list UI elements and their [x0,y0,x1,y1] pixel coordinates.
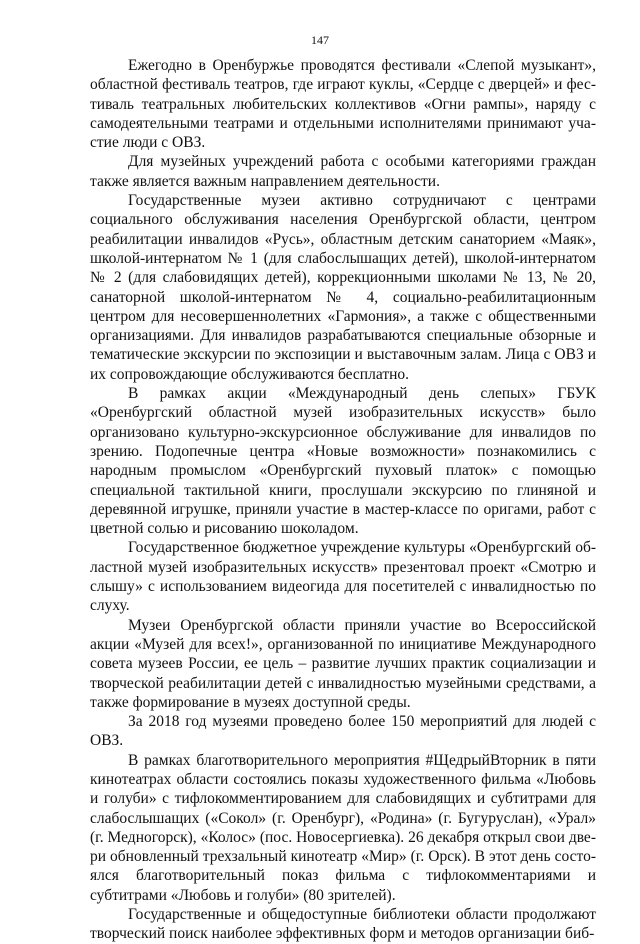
paragraph-festivals: Ежегодно в Оренбуржье проводятся фестивали «Слепой музыкант», областной фестиваль театров, где играют куклы, «Сердце с дверцей» и фестиваль театральных любительских коллективов «Огни рампы», наряду с самодеятельными театрами и отдельными исполнителями принимают участие люди с ОВЗ. [90,57,596,152]
paragraph-museum-work: Для музейных учреждений работа с особыми категориями граждан также является важным направлением деятельности. [90,153,596,190]
paragraph-events-count: За 2018 год музеями проведено более 150 мероприятий для людей с ОВЗ. [90,713,596,750]
page-number: 147 [311,33,329,47]
document-body [90,56,596,944]
paragraph-video-guide: Государственное бюджетное учреждение культуры «Оренбургский областной музей изобразительных искусств» презентовал проект «Смотрю и слышу» с использованием видеогида для посетителей с инвалидностью по слуху. [90,539,596,615]
paragraph-blind-day: В рамках акции «Международный день слепых» ГБУК «Оренбургский областной музей изобразительных искусств» было организовано культурно-экскурсионное обслуживание для инвалидов по зрению. Подопечные центра «Новые возможности» познакомились с народным промыслом «Оренбургский пуховый платок» с помощью специальной тактильной книги, прослушали экскурсию по глиняной и деревянной игрушке, приняли участие в мастер-классе по оригами, работ с цветной солью и рисованию шоколадом. [90,385,596,538]
paragraph-state-museums: Государственные музеи активно сотрудничают с центрами социального обслуживания населения Оренбургской области, центром реабилитации инвалидов «Русь», областным детским санаторием «Маяк», школой-интернатом № 1 (для слабослышащих детей), школой-интернатом № 2 (для слабовидящих детей), коррекционными школами № 13, № 20, санаторной школой-интернатом № 4, социально-реабилитационным центром для несовершеннолетних «Гармония», а также с общественными организациями. Для инвалидов разрабатываются специальные обзорные и тематические экскурсии по экспозиции и выставочным залам. Лица с ОВЗ и их сопровождающие обслуживаются бесплатно. [90,192,596,383]
paragraph-cinema: В рамках благотворительного мероприятия #ЩедрыйВторник в пяти кинотеатрах области состоялись показы художественного фильма «Любовь и голуби» с тифлокомментированием для слабовидящих и субтитрами для слабослышащих («Сокол» (г. Оренбург), «Родина» (г. Бугуруслан), «Урал» (г. Медногорск), «Колос» (пос. Новосергиевка). 26 декабря открыл свои двери обновленный трехзальный кинотеатр «Мир» (г. Орск). В этот день состоялся благотворительный показ фильма с тифлокомментариями и субтитрами «Любовь и голуби» (80 зрителей). [90,751,596,904]
paragraph-libraries: Государственные и общедоступные библиотеки области продолжают творческий поиск наиболее эффективных форм и методов организации биб- [90,906,596,943]
paragraph-museum-for-all: Музеи Оренбургской области приняли участие во Всероссийской акции «Музей для всех!», организованной по инициативе Международного совета музеев России, ее цель – развитие лучших практик социализации и творческой реабилитации детей с инвалидностью музейными средствами, а также формирование в музеях доступной среды. [90,616,596,711]
